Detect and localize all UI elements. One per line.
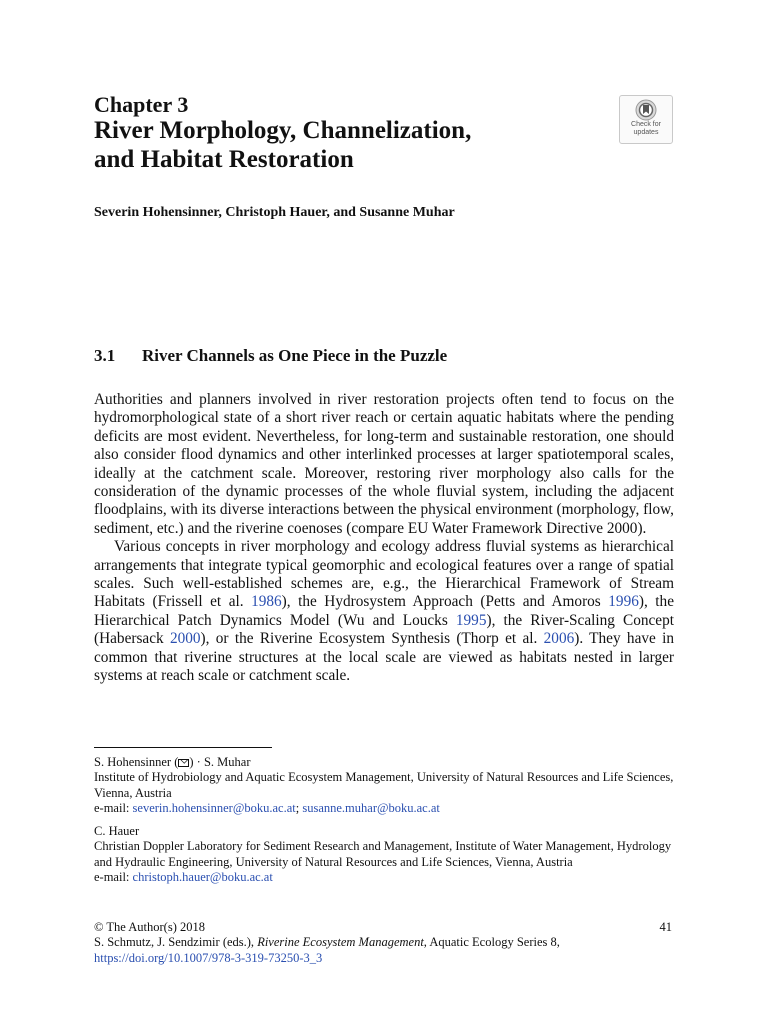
email-label: e-mail: xyxy=(94,870,133,885)
email-link[interactable]: severin.hohensinner@boku.ac.at xyxy=(132,800,296,815)
imprint xyxy=(94,920,674,966)
footnote-1-emails xyxy=(94,801,674,816)
editors: S. Schmutz, J. Sendzimir (eds.), xyxy=(94,935,258,950)
footnote-2-email xyxy=(94,870,674,885)
email-label: e-mail: xyxy=(94,800,133,815)
body-text xyxy=(94,391,674,686)
paragraph-2-text: ), the Hydrosystem Approach (Petts and Amoros xyxy=(281,593,609,611)
footnote-1-name-b: ) · S. Muhar xyxy=(189,755,251,769)
email-link[interactable]: christoph.hauer@boku.ac.at xyxy=(132,870,273,885)
footnote-1-affiliation: Institute of Hydrobiology and Aquatic Ecosystem Management, University of Natural Resources and Life Sciences, Vienna, Austria xyxy=(94,770,674,800)
footnote-rule xyxy=(94,747,272,748)
footnote-1-names xyxy=(94,755,674,770)
authors: Severin Hohensinner, Christoph Hauer, and Susanne Muhar xyxy=(94,205,455,220)
chapter-title-line-2: and Habitat Restoration xyxy=(94,146,354,173)
bookmark-circle-icon xyxy=(635,99,657,121)
paragraph-2-text: ), the Hierarchical Patch Dynamics Model (Wu and Loucks xyxy=(94,593,674,629)
citation-link[interactable]: 2006 xyxy=(543,630,575,648)
section-title: River Channels as One Piece in the Puzzle xyxy=(142,346,448,365)
email-link[interactable]: susanne.muhar@boku.ac.at xyxy=(302,800,440,815)
paragraph-2-text: ). They have in common that riverine structures at the local scale are viewed as habitats nested in larger systems at reach scale or catchment scale. xyxy=(94,630,674,685)
page-number: 41 xyxy=(659,920,672,934)
citation-link[interactable]: 2000 xyxy=(169,630,201,648)
chapter-title-line-1: River Morphology, Channelization, xyxy=(94,117,472,144)
footnote-2-affiliation: Christian Doppler Laboratory for Sediment Research and Management, Institute of Water Management, Hydrology and Hydraulic Engineering, University of Natural Resources and Life Sciences, Vienna, Austria xyxy=(94,839,672,869)
paragraph-2-text: Various concepts in river morphology and ecology address fluvial systems as hierarchical arrangements that integrate typical geomorphic and ecological features over a range of spatial scales. Such well-established schemes are, e.g., the Hierarchical Framework of Stream Habitats (Frissell et al. xyxy=(94,538,674,611)
chapter-label: Chapter 3 xyxy=(94,92,189,117)
check-for-updates-line-2: updates xyxy=(633,129,659,136)
book-citation xyxy=(94,935,594,966)
check-for-updates-line-1: Check for xyxy=(631,121,661,128)
paragraph-2-text: ), the River-Scaling Concept (Habersack xyxy=(94,611,674,648)
doi-link[interactable]: https://doi.org/10.1007/978-3-319-73250-3_3 xyxy=(94,950,323,965)
email-separator: ; xyxy=(295,800,303,815)
footnotes xyxy=(94,755,674,885)
paragraph-2-text: ), or the Riverine Ecosystem Synthesis (Thorp et al. xyxy=(200,630,544,648)
footnote-1-name-a: S. Hohensinner ( xyxy=(94,755,179,769)
footnote-2-name: C. Hauer xyxy=(94,824,140,839)
envelope-icon[interactable] xyxy=(178,759,189,767)
chapter-title xyxy=(94,116,471,174)
citation-link[interactable]: 1995 xyxy=(455,611,487,629)
citation-link[interactable]: 1996 xyxy=(608,593,639,611)
check-for-updates-badge[interactable] xyxy=(619,95,673,144)
section-heading xyxy=(94,346,447,366)
copyright: © The Author(s) 2018 xyxy=(94,920,205,934)
paragraph-1: Authorities and planners involved in river restoration projects often tend to focus on the hydromorphological state of a short river reach or certain aquatic habitats where the pending deficits are most evident. Nevertheless, for long-term and sustainable restoration, one should also consider flood dynamics and other interlinked processes at larger spatiotemporal scales, ideally at the catchment scale. Moreover, restoring river morphology also calls for the consideration of the dynamic processes of the whole fluvial system, including the adjacent floodplains, with its diverse interactions between the physical environment (morphology, flow, sediment, etc.) and the riverine coenoses (compare EU Water Framework Directive 2000). xyxy=(94,391,674,537)
book-title: Riverine Ecosystem Management xyxy=(257,935,424,950)
series: , Aquatic Ecology Series 8, xyxy=(423,935,560,950)
section-number: 3.1 xyxy=(94,346,116,365)
paragraph-2 xyxy=(94,538,674,685)
citation-link[interactable]: 1986 xyxy=(251,593,282,611)
